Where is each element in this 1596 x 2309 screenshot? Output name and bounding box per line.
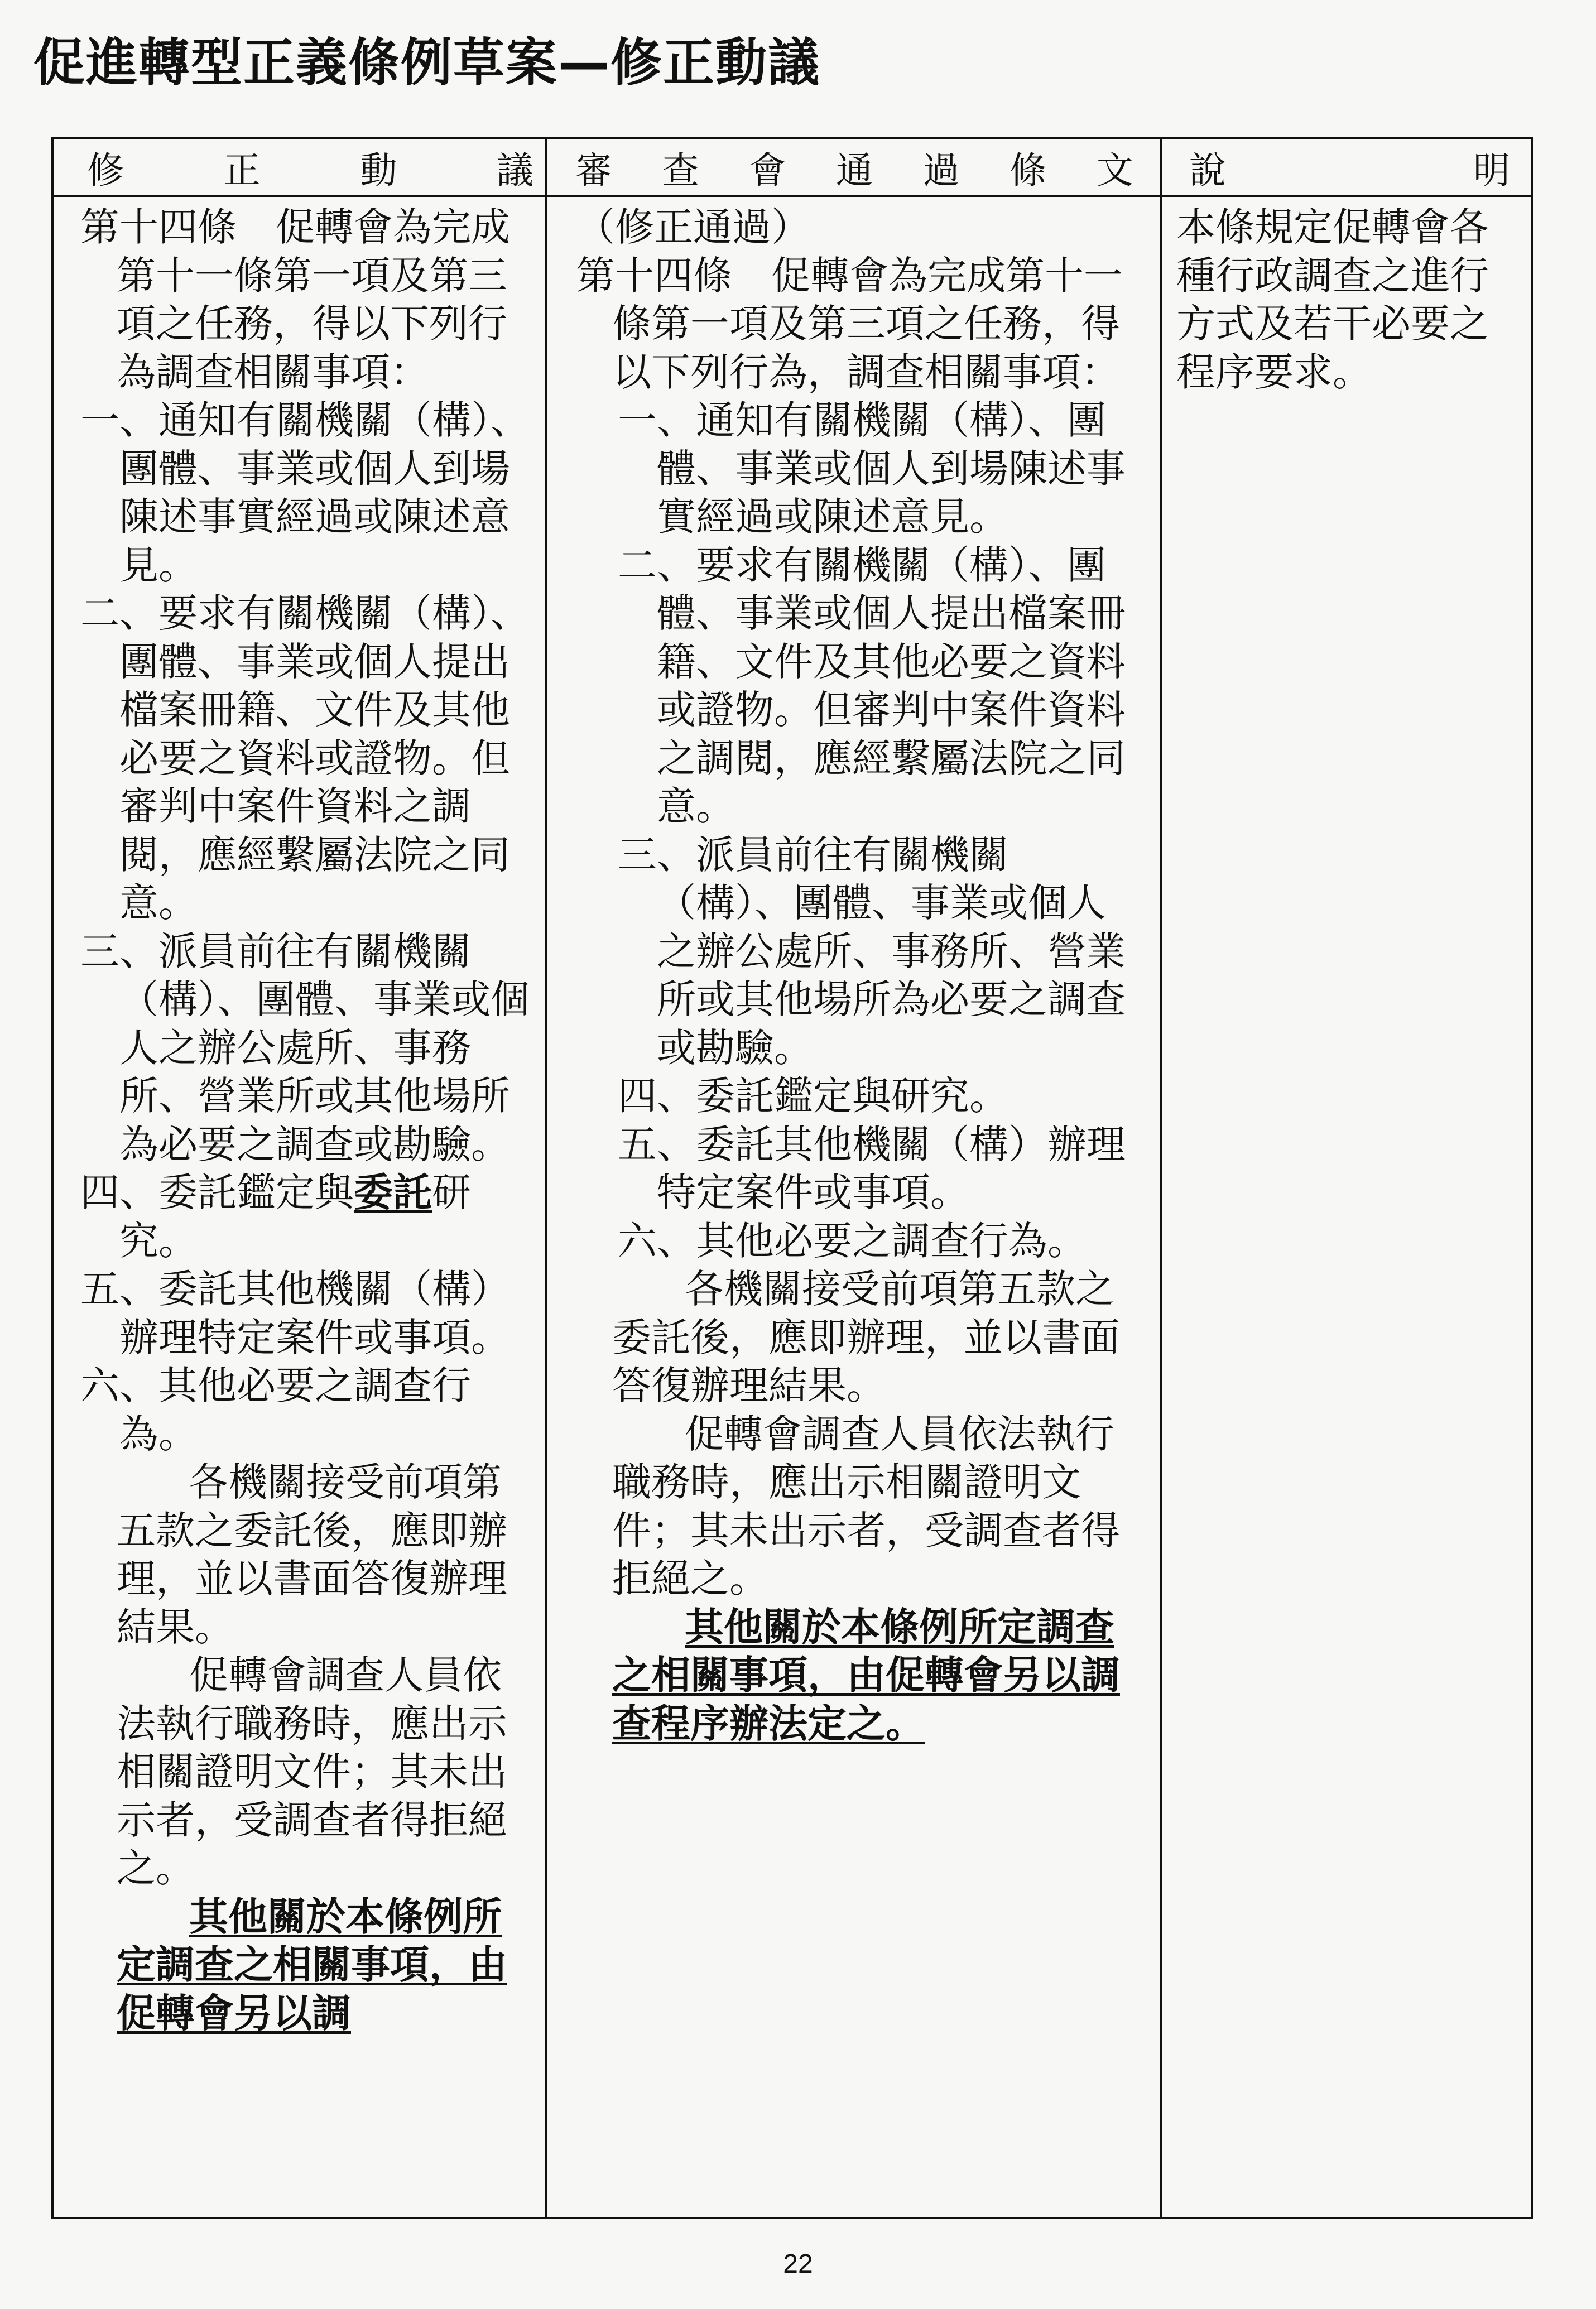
header-char: 文 (1096, 148, 1133, 192)
header-committee-text (575, 139, 1133, 195)
list-item: 一、通知有關機關（構）、團體、事業或個人到場陳述事實經過或陳述意見。 (80, 397, 530, 588)
article-heading: 第十四條 促轉會為完成第十一條第一項及第三項之任務，得以下列行為，調查相關事項： (576, 252, 1123, 395)
list-item: 一、通知有關機關（構）、團體、事業或個人到場陳述事實經過或陳述意見。 (618, 397, 1126, 540)
paragraph (80, 1893, 538, 2038)
header-char: 修 (87, 148, 124, 192)
header-char: 議 (496, 148, 533, 192)
list-item: 二、要求有關機關（構）、團體、事業或個人提出檔案冊籍、文件及其他必要之資料或證物。但審判中案件資料之調閱，應經繫屬法院之同意。 (618, 542, 1126, 829)
amended-text: 其他關於本條例所定調查之相關事項，由促轉會另以調查程序辦法定之。 (612, 1603, 1120, 1747)
header-amendment-motion (87, 139, 533, 195)
page-number: 22 (783, 2249, 813, 2279)
header-char: 審 (575, 148, 612, 192)
header-divider (54, 195, 1531, 197)
header-char: 說 (1189, 148, 1226, 192)
header-char: 通 (835, 148, 873, 192)
header-char: 條 (1009, 148, 1047, 192)
header-explanation (1189, 139, 1510, 195)
list-item: 五、委託其他機關（構）辦理特定案件或事項。 (80, 1266, 510, 1360)
status-note: （修正通過） (576, 204, 810, 250)
amended-text: 其他關於本條例所定調查之相關事項，由促轉會另以調 (117, 1893, 507, 2036)
explanation-text: 本條規定促轉會各種行政調查之進行方式及若干必要之程序要求。 (1176, 204, 1489, 395)
header-char: 明 (1473, 148, 1510, 192)
document-title: 促進轉型正義條例草案—修正動議 (33, 33, 821, 93)
list-item: 二、要求有關機關（構）、團體、事業或個人提出檔案冊籍、文件及其他必要之資料或證物。但審判中案件資料之調閱，應經繫屬法院之同意。 (80, 590, 530, 926)
column-divider (1160, 139, 1162, 2217)
list-item: 三、派員前往有關機關（構）、團體、事業或個人之辦公處所、事務所、營業所或其他場所為必要之調查或勘驗。 (80, 928, 530, 1167)
list-item: 六、其他必要之調查行為。 (80, 1363, 471, 1457)
article-heading: 第十四條 促轉會為完成第十一條第一項及第三項之任務，得以下列行為調查相關事項： (80, 204, 510, 395)
paragraph: 各機關接受前項第五款之委託後，應即辦理，並以書面答復辦理結果。 (612, 1266, 1120, 1408)
comparison-table (51, 137, 1533, 2219)
header-char: 動 (360, 148, 397, 192)
header-char: 查 (662, 148, 699, 192)
paragraph: 促轉會調查人員依法執行職務時，應出示相關證明文件；其未出示者，受調查者得拒絕之。 (612, 1411, 1120, 1601)
item-text: 研究。 (119, 1170, 471, 1264)
item-text: 四、委託鑑定與 (80, 1170, 354, 1215)
amendment-motion-column (80, 203, 538, 2217)
amended-text: 委託 (354, 1169, 432, 1215)
column-divider (545, 139, 547, 2217)
paragraph (576, 1603, 1134, 1748)
committee-text-column (576, 203, 1134, 2217)
list-item: 六、其他必要之調查行為。 (618, 1218, 1087, 1264)
header-char: 過 (922, 148, 960, 192)
list-item (80, 1168, 538, 1265)
explanation-column (1176, 203, 1522, 2217)
paragraph: 各機關接受前項第五款之委託後，應即辦理，並以書面答復辦理結果。 (117, 1459, 507, 1650)
header-char: 正 (223, 148, 261, 192)
list-item: 五、委託其他機關（構）辦理特定案件或事項。 (618, 1121, 1126, 1215)
list-item: 四、委託鑑定與研究。 (618, 1073, 1008, 1119)
paragraph: 促轉會調查人員依法執行職務時，應出示相關證明文件；其未出示者，受調查者得拒絕之。 (117, 1652, 507, 1891)
list-item: 三、派員前往有關機關（構）、團體、事業或個人之辦公處所、事務所、營業所或其他場所為必要之調查或勘驗。 (618, 831, 1126, 1071)
header-char: 會 (749, 148, 786, 192)
